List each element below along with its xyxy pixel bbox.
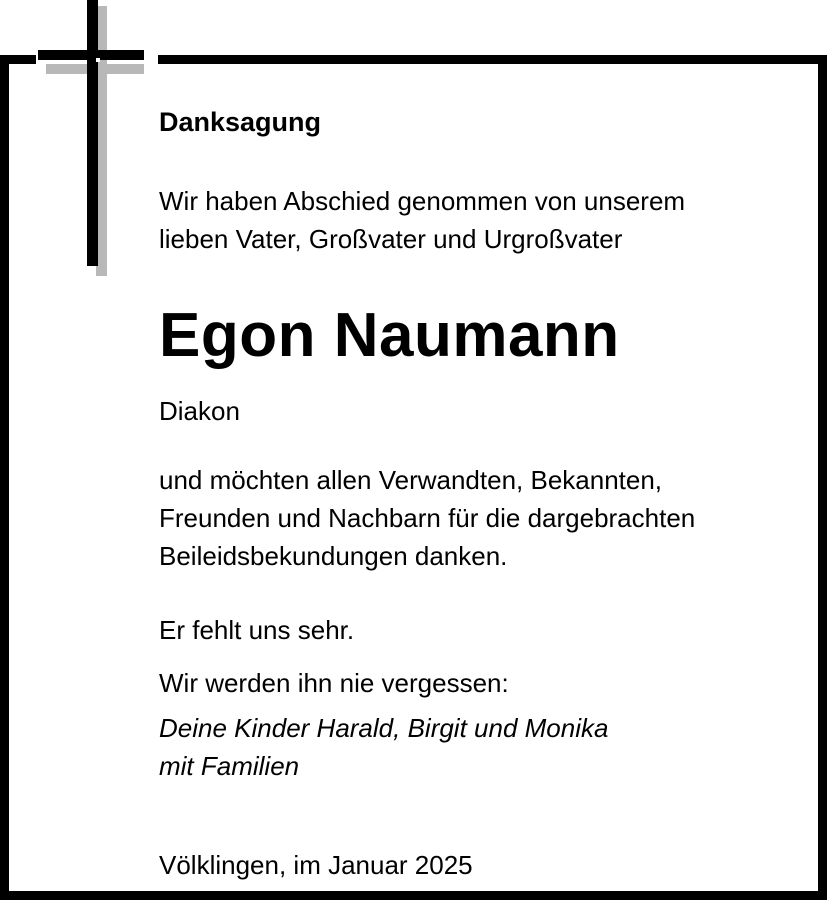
intro-line-2: lieben Vater, Großvater und Urgroßvater [159,224,623,254]
family-line-1: Deine Kinder Harald, Birgit und Monika [159,713,609,743]
frame-border-top-right [158,55,827,64]
thanks-line-2: Freunden und Nachbarn für die dargebrachten [159,503,696,533]
deceased-name: Egon Naumann [159,301,620,370]
forget-text: Wir werden ihn nie vergessen: [159,668,509,698]
cross-icon [0,0,160,280]
frame-border-bottom [0,891,827,900]
family-line-2: mit Familien [159,751,300,781]
family-signature [159,709,608,785]
place-date: Völklingen, im Januar 2025 [159,850,473,880]
frame-border-right [818,55,827,900]
intro-text [159,182,685,258]
thanks-text [159,461,695,575]
miss-text: Er fehlt uns sehr. [159,615,355,645]
thanks-line-3: Beileidsbekundungen danken. [159,541,508,571]
heading: Danksagung [159,107,322,137]
thanks-line-1: und möchten allen Verwandten, Bekannten, [159,465,663,495]
deceased-title: Diakon [159,396,240,426]
intro-line-1: Wir haben Abschied genommen von unserem [159,186,686,216]
